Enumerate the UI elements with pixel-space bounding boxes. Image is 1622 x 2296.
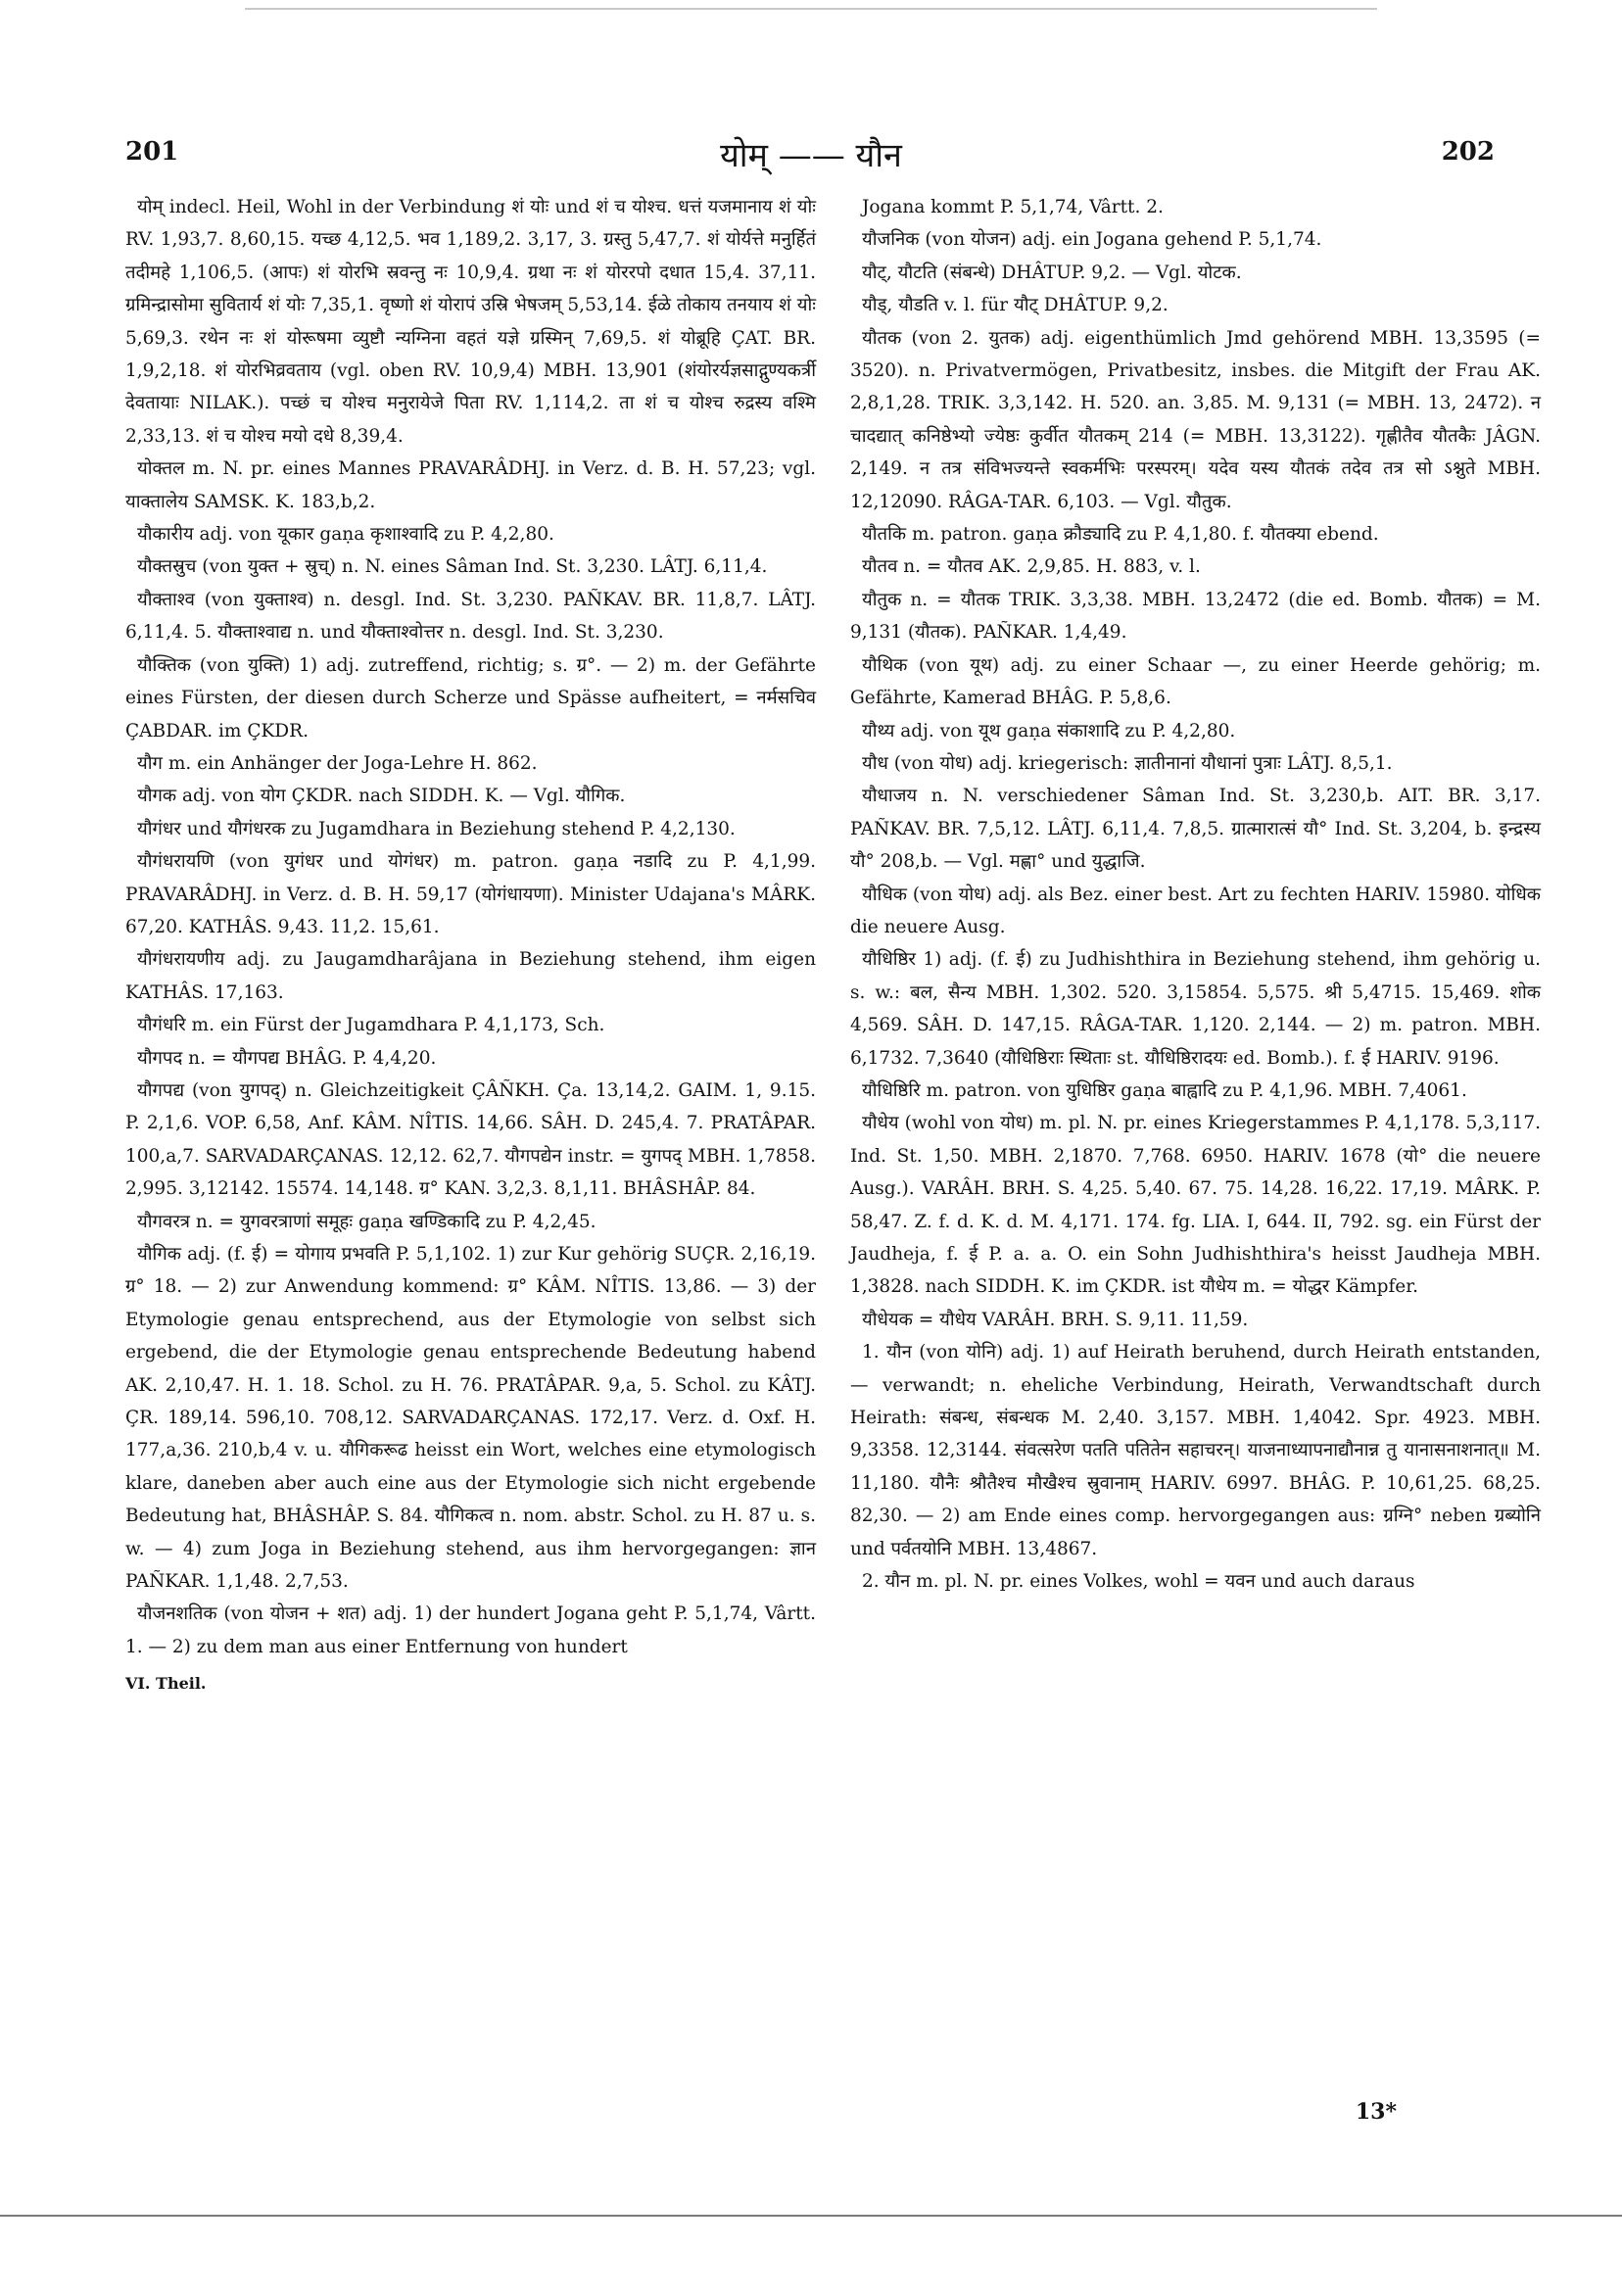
entry: यौध (von योध) adj. kriegerisch: ज्ञातीनानां यौधानां पुत्राः LÂTJ. 8,5,1. (862, 752, 1393, 774)
entry: योम् indecl. Heil, Wohl in der Verbindung शं योः und शं च योश्च. धत्तं यजमानाय शं योः RV. 1,93,7. 8,60,15. यच्छ 4,12,5. भव 1,189,2. 3,17, 3. ग्रस्तु 5,47,7. शं योर्यत्ते मनुर्हितं तदीमहे 1,106,5. (आपः) शं योरभि स्रवन्तु नः 10,9,4. ग्रथा नः शं योररपो दधात 15,4. 37,11. ग्रमिन्द्रासोमा सुवितार्य शं योः 7,35,1. वृष्णो शं योरापं उस्रि भेषजम् 5,53,14. ईळे तोकाय तनयाय शं योः 5,69,3. रथेन नः शं योरूषमा व्युष्टौ न्यग्निना वहतं यज्ञे ग्रस्मिन् 7,69,5. शं योब्रूहि ÇAT. BR. 1,9,2,18. शं योरभिव्रवताय (vgl. oben RV. 10,9,4) MBH. 13,901 (शंयोरर्यज्ञसाद्गुण्यकर्त्री देवतायाः NILAK.). पच्छं च योश्च मनुरायेजे पिता RV. 1,114,2. ता शं च योश्च रुद्रस्य वश्मि 2,33,13. शं च योश्च मयो दधे 8,39,4. (125, 197, 816, 447)
entry: यौड्, यौडति v. l. für यौट् DHÂTUP. 9,2. (862, 295, 1169, 316)
entry: Jogana kommt P. 5,1,74, Vârtt. 2. (862, 197, 1164, 217)
entry: यौगपद्य (von युगपद्) n. Gleichzeitigkeit ÇÂÑKH. Ça. 13,14,2. GAIM. 1, 9.15. P. 2,1,6. VOP. 6,58, Anf. KÂM. NÎTIS. 14,66. SÂH. D. 245,4. 7. PRATÂPAR. 100,a,7. SARVADARÇANAS. 12,12. 62,7. यौगपद्येन instr. = युगपद् MBH. 1,7858. 2,995. 3,12142. 15574. 14,148. ग्र° KAN. 3,2,3. 8,1,11. BHÂSHÂP. 84. (125, 1079, 816, 1200)
entry: 1. यौन (von योनि) adj. 1) auf Heirath beruhend, durch Heirath entstanden, — verwandt; n. eheliche Verbindung, Heirath, Verwandtschaft durch Heirath: संबन्ध, संबन्धक M. 2,40. 3,157. MBH. 1,4042. Spr. 4923. MBH. 9,3358. 12,3144. संवत्सरेण पतति पतितेन सहाचरन्। याजनाध्यापनाद्यौनान्न तु यानासनाशनात्॥ M. 11,180. यौनैः श्रौतैश्च मौखैश्च स्रुवानाम् HARIV. 6997. BHÂG. P. 10,61,25. 68,25. 82,30. — 2) am Ende eines comp. hervorgegangen aus: ग्रग्नि° neben ग्रब्योनि und पर्वतयोनि MBH. 13,4867. (850, 1342, 1541, 1559)
entry: यौधिष्ठिरि m. patron. von युधिष्ठिर gaṇa बाह्वादि zu P. 4,1,96. MBH. 7,4061. (862, 1079, 1467, 1101)
entry: यौगंधरि m. ein Fürst der Jugamdhara P. 4,1,173, Sch. (137, 1015, 605, 1036)
entry: यौधेयक = यौधेय VARÂH. BRH. S. 9,11. 11,59. (862, 1309, 1249, 1330)
entry: यौधेय (wohl von योध) m. pl. N. pr. eines Kriegerstammes P. 4,1,178. 5,3,117. Ind. St. 1,50. MBH. 2,1870. 7,768. 6950. HARIV. 1678 (यो° die neuere Ausg.). VARÂH. BRH. S. 4,25. 5,40. 67. 75. 14,28. 16,22. 17,19. MÂRK. P. 58,47. Z. f. d. K. d. M. 4,171. 174. fg. LIA. I, 644. II, 792. sg. ein Fürst der Jaudheja, f. ई P. a. a. O. ein Sohn Judhishthira's heisst Jaudheja MBH. 1,3828. nach SIDDH. K. im ÇKDR. ist यौधेय m. = योद्धर Kämpfer. (850, 1113, 1541, 1298)
entry: यौगंधरायणीय adj. zu Jaugamdharâjana in Beziehung stehend, ihm eigen KATHÂS. 17,163. (125, 949, 816, 1003)
entry: योक्तल m. N. pr. eines Mannes PRAVARÂDHJ. in Verz. d. B. H. 57,23; vgl. याक्तालेय SAMSK. K. 183,b,2. (125, 458, 816, 512)
entry: यौधिष्ठिर 1) adj. (f. ई) zu Judhishthira in Beziehung stehend, ihm gehörig u. s. w.: बल, सैन्य MBH. 1,302. 520. 3,15854. 5,575. श्री 5,4715. 15,469. शोक 4,569. SÂH. D. 147,15. RÂGA-TAR. 1,120. 2,144. — 2) m. patron. MBH. 6,1732. 7,3640 (यौधिष्ठिराः स्थिताः st. यौधिष्ठिरादयः ed. Bomb.). f. ई HARIV. 9196. (850, 949, 1541, 1069)
entry: यौक्तस्रुच (von युक्त + स्रुच्) n. N. eines Sâman Ind. St. 3,230. LÂTJ. 6,11,4. (137, 556, 768, 578)
bottom-rule (0, 2215, 1622, 2217)
entry: यौजनशतिक (von योजन + शत) adj. 1) der hundert Jogana geht P. 5,1,74, Vârtt. 1. — 2) zu dem man aus einer Entfernung von hundert (125, 1603, 816, 1657)
entry: यौगक adj. von योग ÇKDR. nach SIDDH. K. — Vgl. यौगिक. (137, 786, 626, 807)
right-column (850, 191, 1541, 1598)
entry: यौजनिक (von योजन) adj. ein Jogana gehend P. 5,1,74. (862, 229, 1322, 251)
entry: यौथिक (von यूथ) adj. zu einer Schaar —, zu einer Heerde gehörig; m. Gefährte, Kamerad BHÂG. P. 5,8,6. (850, 654, 1541, 709)
entry: यौधाजय n. N. verschiedener Sâman Ind. St. 3,230,b. AIT. BR. 3,17. PAÑKAV. BR. 7,5,12. LÂTJ. 6,11,4. 7,8,5. ग्रात्मारात्सं यौ° Ind. St. 3,204, b. इन्द्रस्य यौ° 208,b. — Vgl. मह्णा° und युद्धाजि. (850, 786, 1541, 873)
entry: यौगंधर und यौगंधरक zu Jugamdhara in Beziehung stehend P. 4,2,130. (137, 818, 736, 839)
entry: यौक्तिक (von युक्ति) 1) adj. zutreffend, richtig; s. ग्र°. — 2) m. der Gefährte eines Fürsten, der diesen durch Scherze und Spässe aufheitert, = नर्मसचिव ÇABDAR. im ÇKDR. (125, 654, 816, 741)
entry: यौगवरत्र n. = युगवरत्राणां समूहः gaṇa खण्डिकादि zu P. 4,2,45. (137, 1211, 596, 1232)
running-header: योम् —— यौन (720, 136, 902, 175)
top-rule (245, 8, 1377, 10)
entry: यौतुक n. = यौतक TRIK. 3,3,38. MBH. 13,2472 (die ed. Bomb. यौतक) = M. 9,131 (यौतक). PAÑKAR. 1,4,49. (850, 589, 1541, 644)
entry: यौगंधरायणि (von युगंधर und योगंधर) m. patron. gaṇa नडादि zu P. 4,1,99. PRAVARÂDHJ. in Verz. d. B. H. 59,17 (योगंधायणा). Minister Udajana's MÂRK. 67,20. KATHÂS. 9,43. 11,2. 15,61. (125, 851, 816, 937)
entry: यौतक (von 2. युतक) adj. eigenthümlich Jmd gehörend MBH. 13,3595 (= 3520). n. Privatvermögen, Privatbesitz, insbes. die Mitgift der Frau AK. 2,8,1,28. TRIK. 3,3,142. H. 520. an. 3,85. M. 9,131 (= MBH. 13, 2472). न चादद्यात् कनिष्ठेभ्यो ज्येष्ठः कुर्वीत यौतकम् 214 (= MBH. 13,3122). गृह्णीतैव यौतकैः JÂGN. 2,149. न तत्र संविभज्यन्ते स्वकर्मभिः परस्परम्। यदेव यस्य यौतकं तदेव तत्र सो ऽश्नुते MBH. 12,12090. RÂGA-TAR. 6,103. — Vgl. यौतुक. (850, 327, 1541, 512)
entry: यौकारीय adj. von यूकार gaṇa कृशाश्वादि zu P. 4,2,80. (137, 524, 554, 546)
entry: यौगिक adj. (f. ई) = योगाय प्रभवति P. 5,1,102. 1) zur Kur gehörig SUÇR. 2,16,19. ग्र° 18. — 2) zur Anwendung kommend: ग्र° KÂM. NÎTIS. 13,86. — 3) der Etymologie genau entsprechend, aus der Etymologie von selbst sich ergebend, die der Etymologie genau entsprechende Bedeutung habend AK. 2,10,47. H. 1. 18. Schol. zu H. 76. PRATÂPAR. 9,a, 5. Schol. zu KÂTJ. ÇR. 189,14. 596,10. 708,12. SARVADARÇANAS. 172,17. Verz. d. Oxf. H. 177,a,36. 210,b,4 v. u. यौगिकरूढ heisst ein Wort, welches eine etymologisch klare, daneben aber auch eine aus der Etymologie sich nicht ergebende Bedeutung hat, BHÂSHÂP. S. 84. यौगिकत्व n. nom. abstr. Schol. zu H. 87 u. s. w. — 4) zum Joga in Beziehung stehend, aus ihm hervorgegangen: ज्ञान PAÑKAR. 1,1,48. 2,7,53. (125, 1244, 816, 1593)
entry: यौगपद n. = यौगपद्य BHÂG. P. 4,4,20. (137, 1047, 437, 1069)
entry: यौक्ताश्व (von युक्ताश्व) n. desgl. Ind. St. 3,230. PAÑKAV. BR. 11,8,7. LÂTJ. 6,11,4. 5. यौक्ताश्वाद्य n. und यौक्ताश्वोत्तर n. desgl. Ind. St. 3,230. (125, 589, 816, 644)
entry: यौग m. ein Anhänger der Joga-Lehre H. 862. (137, 752, 538, 774)
entry: यौतकि m. patron. gaṇa क्रौड्यादि zu P. 4,1,80. f. यौतक्या ebend. (862, 524, 1379, 546)
entry: यौतव n. = यौतव AK. 2,9,85. H. 883, v. l. (862, 556, 1201, 578)
left-page-number: 201 (125, 137, 179, 167)
right-page-number: 202 (1441, 137, 1495, 167)
signature-mark: 13* (1355, 2099, 1397, 2125)
volume-footer: VI. Theil. (125, 1674, 207, 1694)
entry: यौट्, यौटति (संबन्धे) DHÂTUP. 9,2. — Vgl. योटक. (862, 262, 1242, 283)
left-column (125, 191, 816, 1700)
entry: 2. यौन m. pl. N. pr. eines Volkes, wohl = यवन und auch daraus (862, 1571, 1415, 1593)
entry: यौथ्य adj. von यूथ gaṇa संकाशादि zu P. 4,2,80. (862, 720, 1236, 741)
entry: यौधिक (von योध) adj. als Bez. einer best. Art zu fechten HARIV. 15980. योधिक die neuere Ausg. (850, 884, 1541, 937)
